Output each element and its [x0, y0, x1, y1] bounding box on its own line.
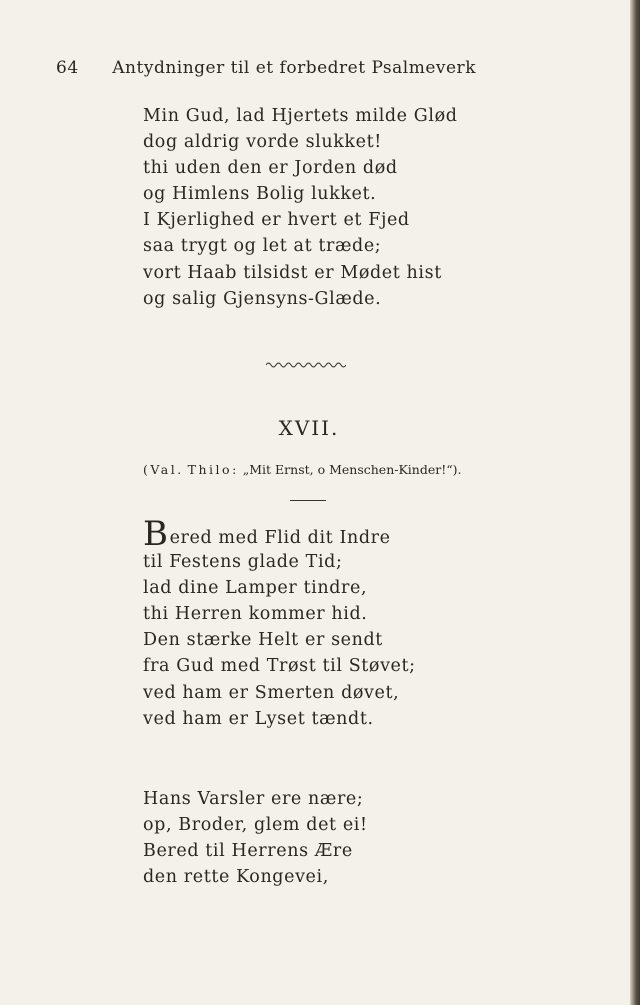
verse-line: til Festens glade Tid; [143, 552, 343, 573]
verse-line: Den stærke Helt er sendt [143, 630, 383, 651]
verse-line: Min Gud, lad Hjertets milde Glød [143, 106, 458, 126]
verse-line: I Kjerlighed er hvert et Fjed [143, 210, 410, 231]
tune-name: „Mit Ernst, o Menschen-Kinder!“). [242, 462, 462, 477]
running-title: Antydninger til et forbedret Psalmeverk [112, 58, 476, 78]
tune-prefix: (Val. [143, 462, 184, 477]
verse-line: den rette Kongevei, [143, 867, 329, 888]
verse-line: ved ham er Smerten døvet, [143, 682, 400, 703]
running-header [56, 58, 476, 82]
verse-line-text: ered med Flid dit Indre [169, 528, 391, 548]
verse-line: saa trygt og let at træde; [143, 236, 382, 257]
wavy-ornament [266, 360, 346, 370]
verse-line: op, Broder, glem det ei! [143, 815, 368, 836]
section-title: XVII. [278, 416, 340, 440]
verse-line: vort Haab tilsidst er Mødet hist [143, 262, 442, 283]
verse-line: Hans Varsler ere nære; [143, 789, 364, 809]
verse-line: og Himlens Bolig lukket. [143, 184, 377, 205]
verse-line: lad dine Lamper tindre, [143, 578, 368, 599]
drop-cap: B [143, 514, 169, 554]
verse-line: ved ham er Lyset tændt. [143, 708, 374, 729]
page-edge-shadow [630, 0, 640, 1005]
verse-line [143, 514, 416, 554]
verse-line: og salig Gjensyns-Glæde. [143, 288, 382, 309]
stanza-3 [143, 786, 368, 890]
verse-line: fra Gud med Trøst til Støvet; [143, 656, 416, 677]
page-number: 64 [56, 58, 79, 78]
verse-line: thi Herren kommer hid. [143, 604, 368, 625]
verse-line: thi uden den er Jorden død [143, 158, 398, 179]
divider-rule [290, 500, 326, 501]
tune-note [143, 462, 462, 477]
stanza-2 [143, 514, 416, 732]
tune-author: Thilo: [187, 462, 239, 477]
stanza-1 [143, 103, 458, 312]
verse-line: Bered til Herrens Ære [143, 841, 353, 862]
verse-line: dog aldrig vorde slukket! [143, 132, 382, 153]
